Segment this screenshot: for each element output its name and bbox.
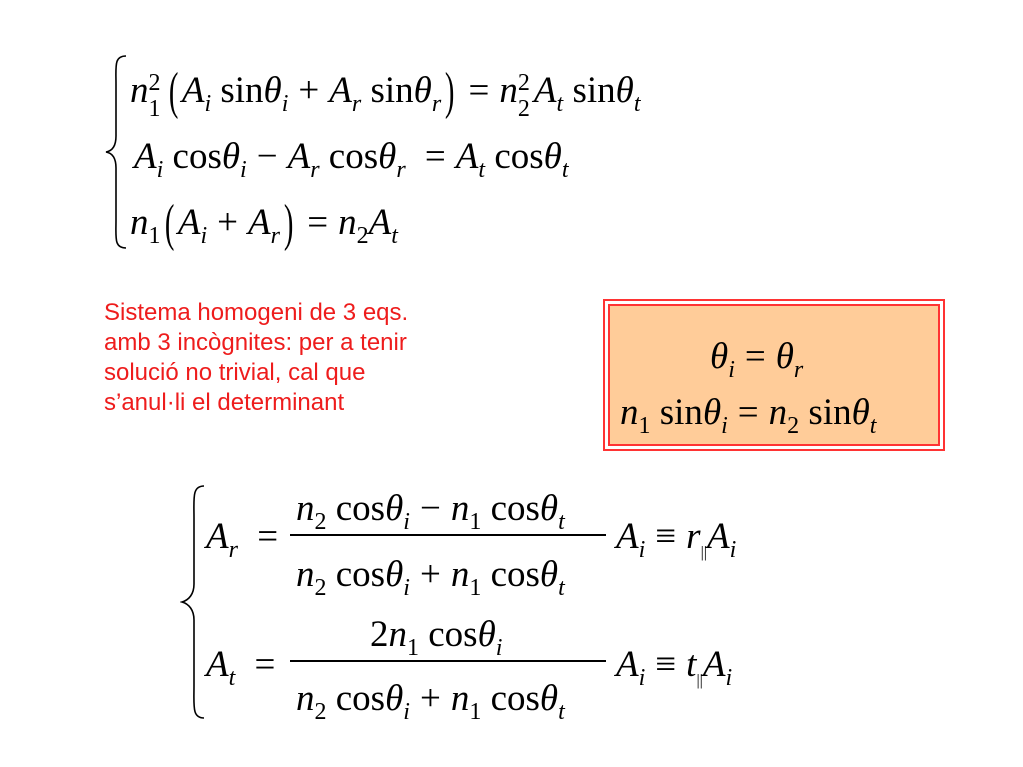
at-rhs: $A_i \equiv t_{||}A_i$ — [616, 644, 733, 691]
ar-numerator: $n_2$ $\cos\theta_i - n_1$ cosθ$_t$ — [296, 488, 565, 535]
at-fraction-bar — [290, 660, 606, 662]
note-line-3: solució no trivial, cal que — [104, 359, 366, 386]
result-line-1: $\theta_i = \theta_r$ — [710, 336, 804, 383]
explanation-note — [104, 298, 544, 418]
equation-line-2: $A_i$ $\cos\theta_i - A_r$ $\cos\theta_r = A_t$ cosθ$_t$ — [134, 136, 569, 183]
ar-rhs: $A_i \equiv r_{||}A_i$ — [616, 516, 737, 563]
ar-denominator: $n_2$ $\cos\theta_i + n_1$ cosθ$_t$ — [296, 554, 565, 601]
ar-fraction-bar — [290, 534, 606, 536]
result-line-2: $n_1$ $\sin\theta_i = n_2$ sinθ$_t$ — [620, 392, 877, 439]
equation-line-1: n 2 1 ( $A_i$ $\sin\theta_i + A_r$ sinθ$_r$) = n 2 2 $A_t$ sinθ$_t$ — [130, 63, 641, 122]
left-brace-system-1 — [104, 54, 128, 250]
note-line-4: s’anul·li el determinant — [104, 389, 345, 416]
note-line-2: amb 3 incògnites: per a tenir — [104, 329, 407, 356]
ar-lhs: $A_r$ = — [206, 516, 279, 563]
note-line-1: Sistema homogeni de 3 eqs. — [104, 299, 409, 326]
at-numerator: $2n_1$ cosθ$_i$ — [370, 614, 503, 661]
at-denominator: $n_2$ $\cos\theta_i + n_1$ cosθ$_t$ — [296, 678, 565, 725]
equation-line-3: $n_1$( $A_i + A_r) = n_2A_t$ — [130, 195, 398, 252]
left-brace-system-2 — [180, 484, 206, 720]
result-box — [608, 304, 940, 446]
at-lhs: $A_t$ = — [206, 644, 276, 691]
